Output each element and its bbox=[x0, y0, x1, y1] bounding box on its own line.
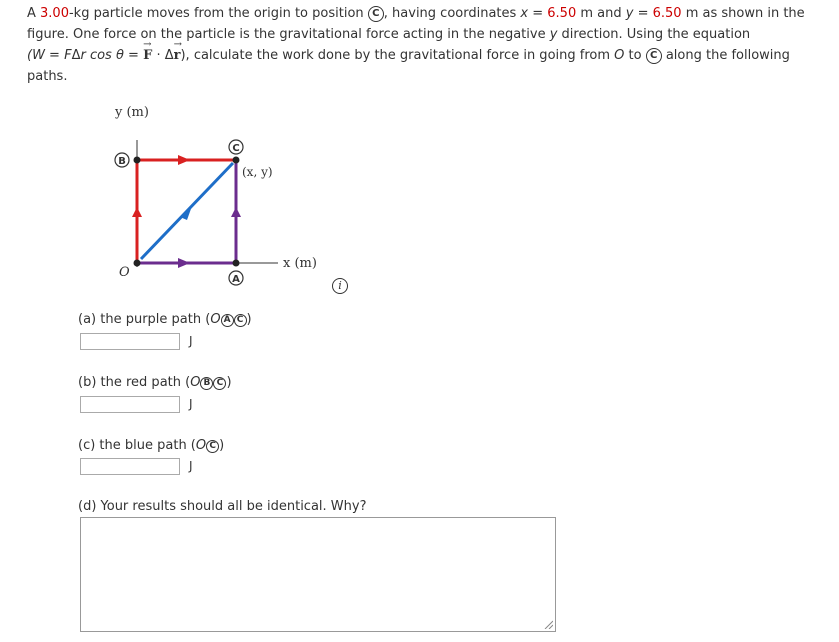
part-c-unit: J bbox=[189, 459, 193, 473]
point-a-dot bbox=[233, 260, 240, 267]
point-c-dot bbox=[233, 157, 240, 164]
origin-dot bbox=[134, 260, 141, 267]
part-a-unit: J bbox=[189, 334, 193, 348]
x-value: 6.50 bbox=[547, 6, 577, 21]
work-equation: (W = FΔr cos θ = → F · Δ→ r bbox=[27, 48, 180, 63]
x-axis-label: x (m) bbox=[283, 256, 317, 271]
info-icon[interactable]: i bbox=[332, 278, 348, 294]
point-b-label: B bbox=[118, 156, 126, 167]
point-b-dot bbox=[134, 157, 141, 164]
part-b-label: (b) the red path (O B C ) bbox=[78, 375, 232, 390]
part-a-answer-input[interactable] bbox=[80, 333, 180, 350]
origin-label: O bbox=[119, 265, 130, 280]
part-c-answer-input[interactable] bbox=[80, 458, 180, 475]
part-d-label: (d) Your results should all be identical. Why? bbox=[78, 499, 367, 514]
part-b-unit: J bbox=[189, 397, 193, 411]
point-c-symbol: C bbox=[368, 6, 384, 22]
resize-grip-icon[interactable] bbox=[543, 619, 553, 629]
mass-value: 3.00 bbox=[40, 6, 69, 21]
part-c-label: (c) the blue path (O C ) bbox=[78, 438, 225, 453]
point-c-label: C bbox=[232, 143, 240, 154]
part-d-answer-textarea[interactable] bbox=[80, 517, 556, 632]
displacement-vector: → r bbox=[174, 45, 181, 66]
part-a-label: (a) the purple path (O A C ) bbox=[78, 312, 252, 327]
y-axis-label: y (m) bbox=[115, 105, 149, 120]
point-c-symbol: C bbox=[646, 48, 662, 64]
force-vector: → F bbox=[143, 45, 152, 66]
path-diagram bbox=[100, 95, 340, 295]
point-xy-label: (x, y) bbox=[242, 165, 273, 179]
part-b-answer-input[interactable] bbox=[80, 396, 180, 413]
point-a-label: A bbox=[232, 274, 240, 285]
y-value: 6.50 bbox=[652, 6, 682, 21]
problem-statement: A 3.00-kg particle moves from the origin to position C , having coordinates x = 6.50 m and y = 6.50 m as shown in the figure. One force on the particle is the gravitational force acting in the negative y direction. Using the equation (W = FΔr cos θ = → F · Δ→ r), calculate the work done by the gravitational force in going from O to C along the following paths. bbox=[27, 3, 827, 87]
